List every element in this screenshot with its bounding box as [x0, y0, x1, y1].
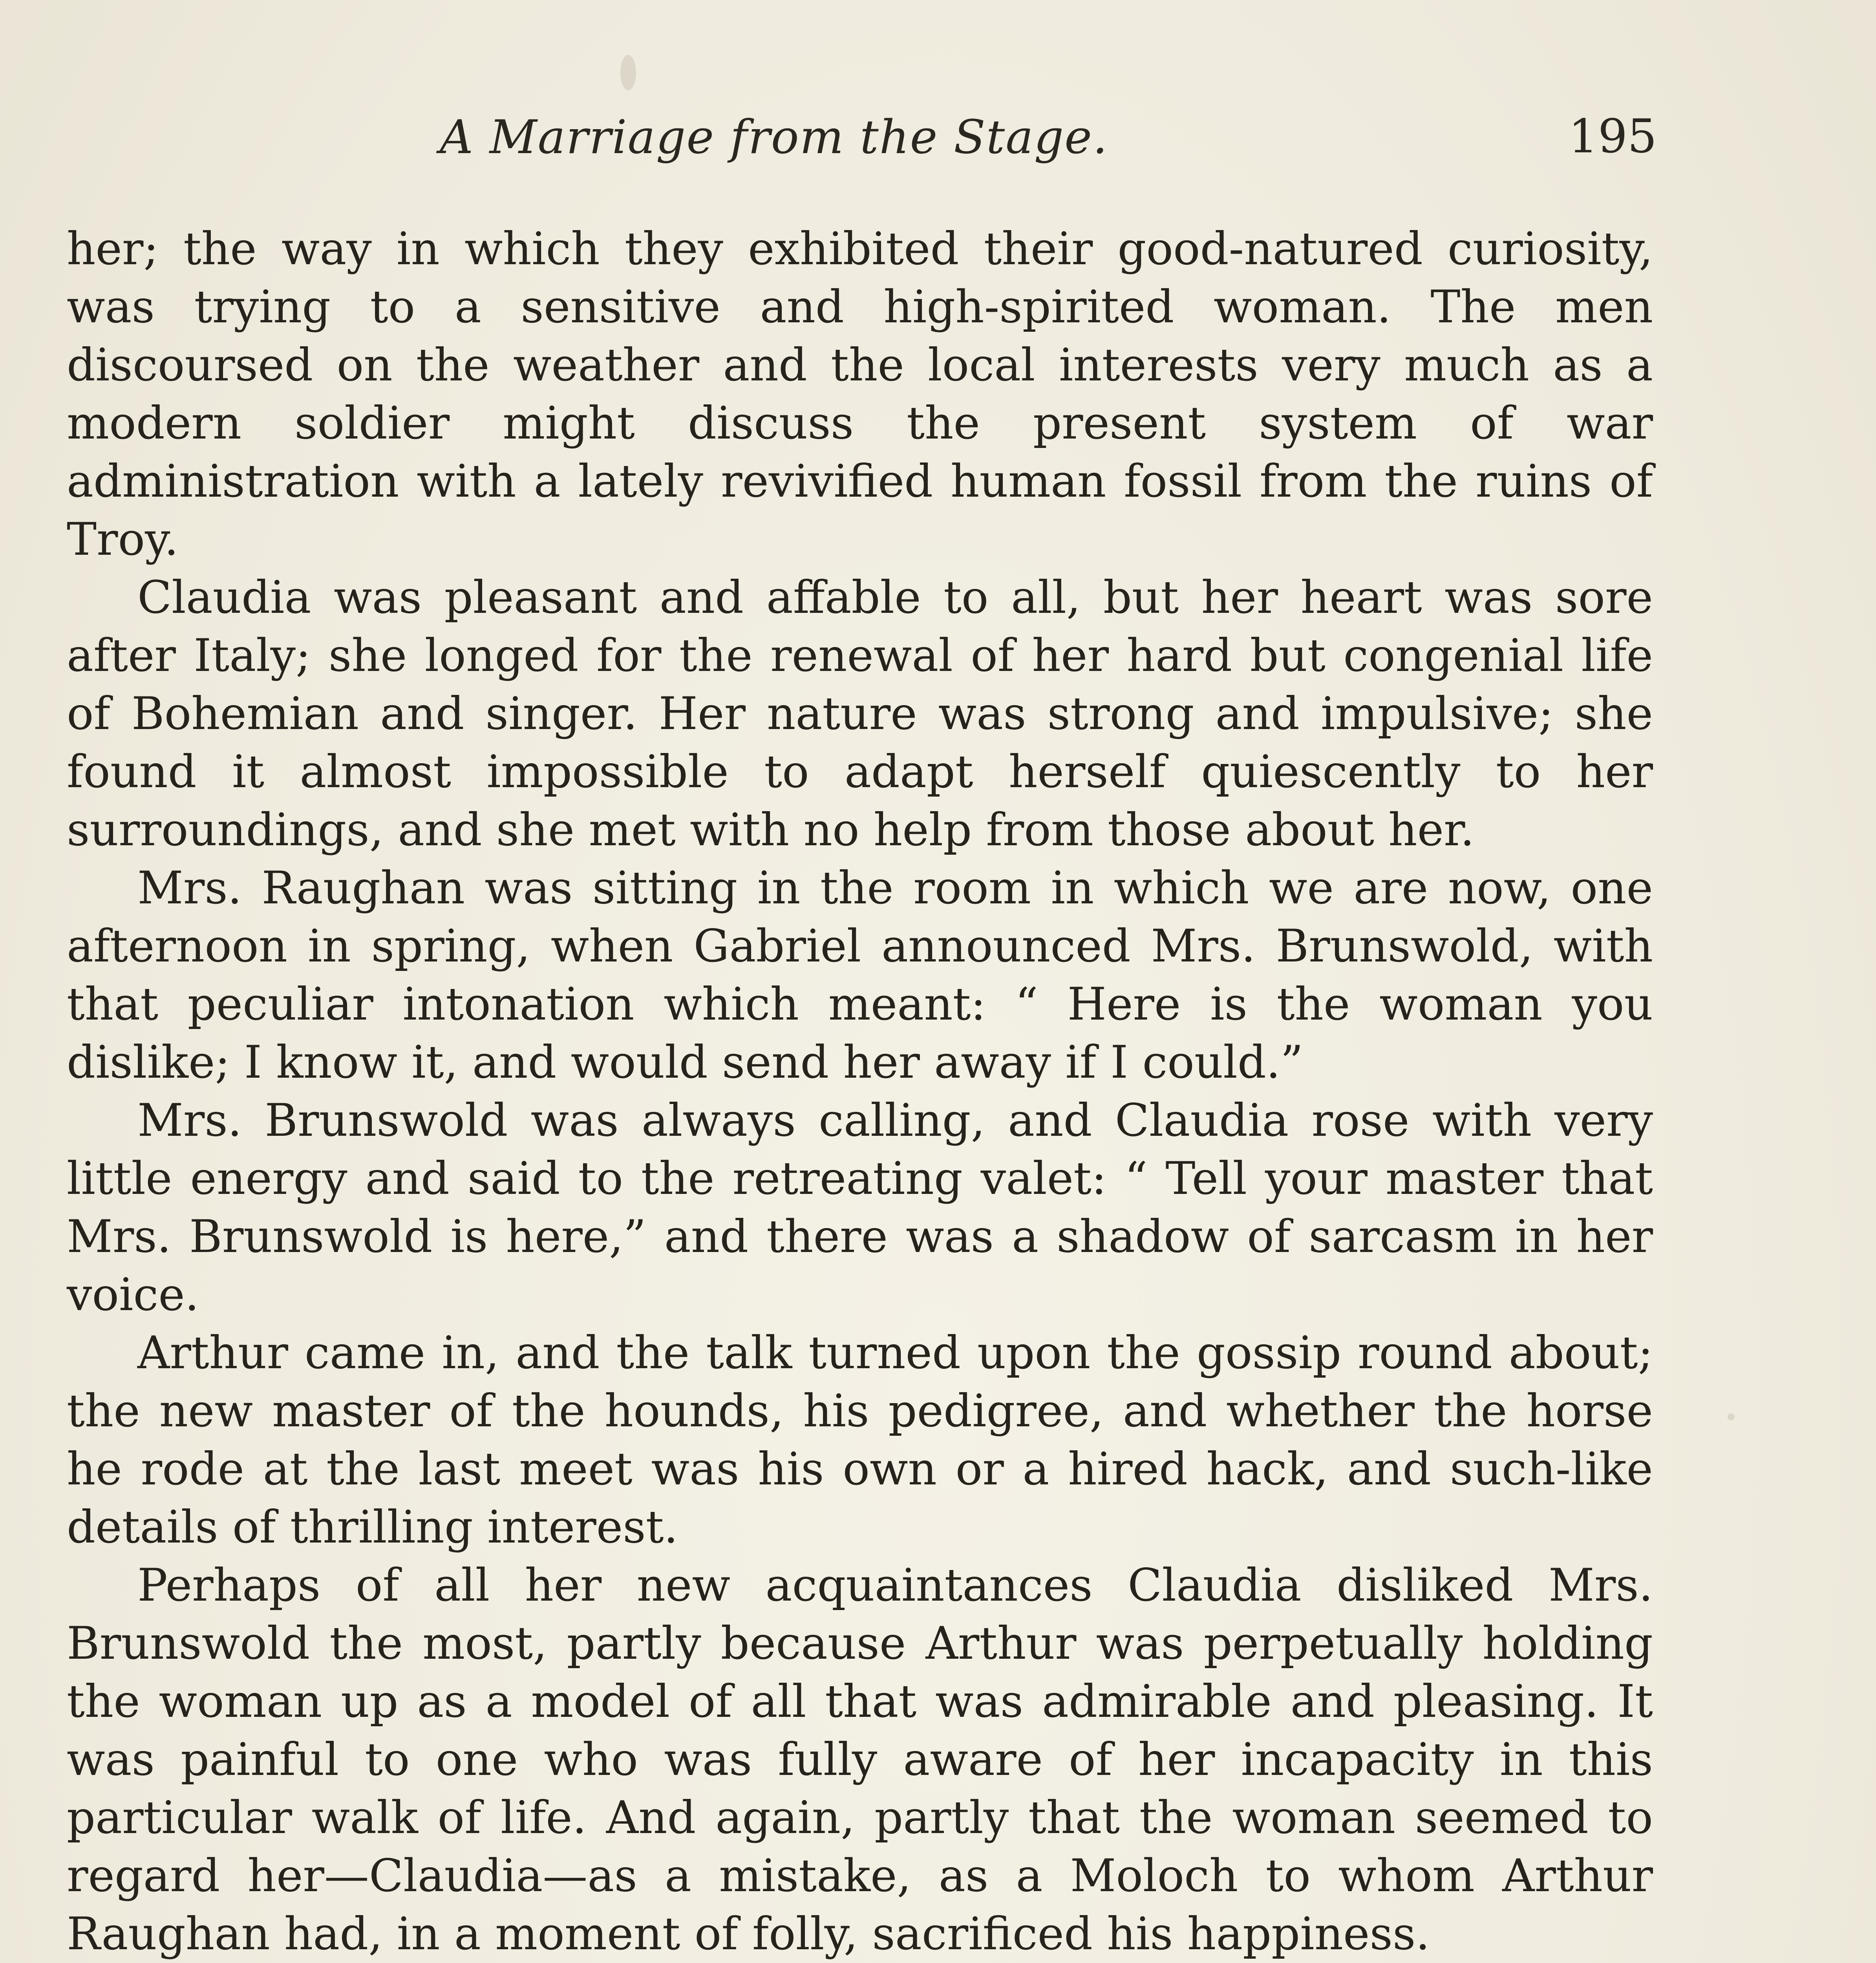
paragraph: Arthur came in, and the talk turned upon the gossip round about; the new master of the hounds, his pedigree, and whether the horse he rode at the last meet was his own or a hired hack, and such-like details of thrilling interest.: [67, 1327, 1653, 1553]
paragraph: Claudia was pleasant and affable to all, but her heart was sore after Italy; she longed for the renewal of her hard but congenial life of Bohemian and singer. Her nature was strong and impulsive; she found it almost impossible to adapt herself quiescently to her surroundings, and she met with no help from those about her.: [67, 571, 1653, 856]
paper-speck: [620, 55, 636, 90]
paper-speck: [1728, 1413, 1735, 1420]
paragraph: her; the way in which they exhibited their good-natured curiosity, was trying to a sensitive and high-spirited woman. The men discoursed on the weather and the local interests very much as a modern soldier might discuss the present system of war administration with a lately revivified human fossil from the ruins of Troy.: [67, 223, 1653, 565]
running-title: A Marriage from the Stage.: [440, 110, 1108, 164]
body-text: [67, 220, 1653, 1963]
paragraph: Perhaps of all her new acquaintances Claudia disliked Mrs. Brunswold the most, partly because Arthur was perpetually holding the woman up as a model of all that was admirable and pleasing. It was painful to one who was fully aware of her incapacity in this particular walk of life. And again, partly that the woman seemed to regard her—Claudia—as a mistake, as a Moloch to whom Arthur Raughan had, in a moment of folly, sacrificed his happiness.: [67, 1559, 1653, 1960]
page-number: 195: [1568, 109, 1657, 163]
paragraph: Mrs. Brunswold was always calling, and Claudia rose with very little energy and said to the retreating valet: “ Tell your master that Mrs. Brunswold is here,” and there was a shadow of sarcasm in her voice.: [67, 1094, 1653, 1321]
paragraph: Mrs. Raughan was sitting in the room in which we are now, one afternoon in spring, when Gabriel announced Mrs. Brunswold, with that peculiar intonation which meant: “ Here is the woman you dislike; I know it, and would send her away if I could.”: [67, 862, 1653, 1088]
page-header: [440, 98, 1657, 177]
